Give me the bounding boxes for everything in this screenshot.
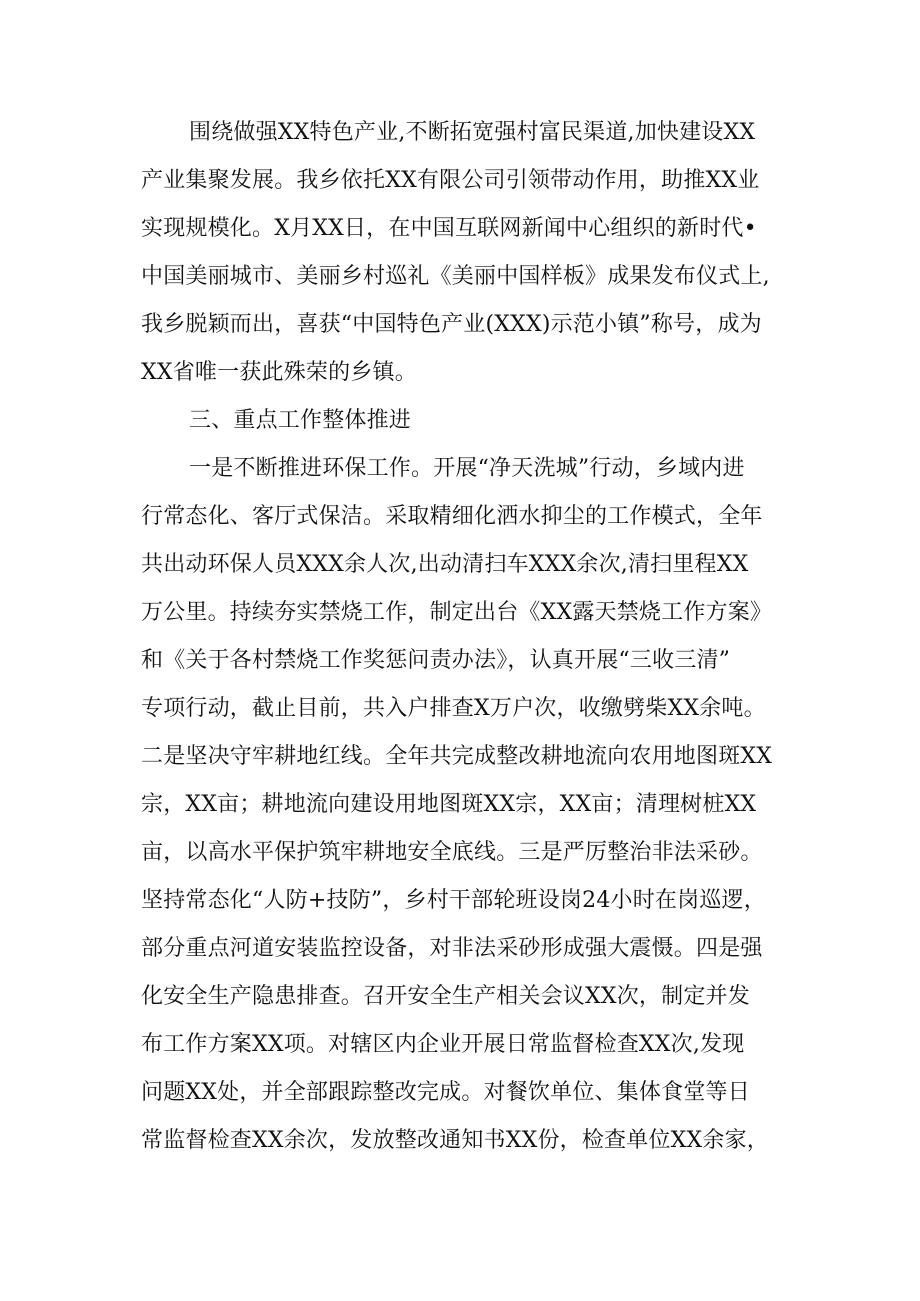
paragraph-line: 化安全生产隐患排查。召开安全生产相关会议XX次，制定并发 [141, 984, 750, 1009]
paragraph-line: 亩，以高水平保护筑牢耕地安全底线。三是严厉整治非法采砂。 [141, 840, 763, 865]
paragraph-line: 实现规模化。X月XX日，在中国互联网新闻中心组织的新时代• [141, 216, 757, 241]
paragraph-line: 常监督检查XX余次，发放整改通知书XX份，检查单位XX余家， [141, 1128, 769, 1153]
paragraph-line: 问题XX处，并全部跟踪整改完成。对餐饮单位、集体食堂等日 [141, 1080, 750, 1105]
paragraph-line: 围绕做强XX特色产业,不断拓宽强村富民渠道,加快建设XX [189, 120, 756, 145]
paragraph-line: 专项行动，截止目前，共入户排查X万户次，收缴劈柴XX余吨。 [141, 696, 766, 721]
paragraph-line: 一是不断推进环保工作。开展“净天洗城”行动，乡域内进 [189, 456, 745, 481]
paragraph-line: 我乡脱颖而出，喜获“中国特色产业(XXX)示范小镇”称号，成为 [141, 312, 762, 337]
paragraph-line: 中国美丽城市、美丽乡村巡礼《美丽中国样板》成果发布仪式上, [141, 264, 770, 289]
paragraph-line: 行常态化、客厅式保洁。采取精细化洒水抑尘的工作模式，全年 [141, 504, 763, 529]
paragraph-line: 部分重点河道安装监控设备，对非法采砂形成强大震慑。四是强 [141, 936, 763, 961]
section-heading: 三、重点工作整体推进 [189, 408, 412, 433]
paragraph-line: 和《关于各村禁烧工作奖惩问责办法》，认真开展“三收三清” [141, 648, 731, 673]
paragraph-line: XX省唯一获此殊荣的乡镇。 [141, 360, 417, 385]
paragraph-line: 布工作方案XX项。对辖区内企业开展日常监督检查XX次,发现 [141, 1032, 745, 1057]
paragraph-line: 产业集聚发展。我乡依托XX有限公司引领带动作用，助推XX业 [141, 168, 760, 193]
paragraph-line: 共出动环保人员XXX余人次,出动清扫车XXX余次,清扫里程XX [141, 552, 749, 577]
paragraph-line: 二是坚决守牢耕地红线。全年共完成整改耕地流向农用地图斑XX [141, 744, 773, 769]
paragraph-line: 坚持常态化“人防+技防”，乡村干部轮班设岗24小时在岗巡逻， [141, 888, 766, 913]
paragraph-line: 万公里。持续夯实禁烧工作，制定出台《XX露天禁烧工作方案》 [141, 600, 773, 625]
paragraph-line: 宗，XX亩；耕地流向建设用地图斑XX宗，XX亩；清理树桩XX [141, 792, 757, 817]
